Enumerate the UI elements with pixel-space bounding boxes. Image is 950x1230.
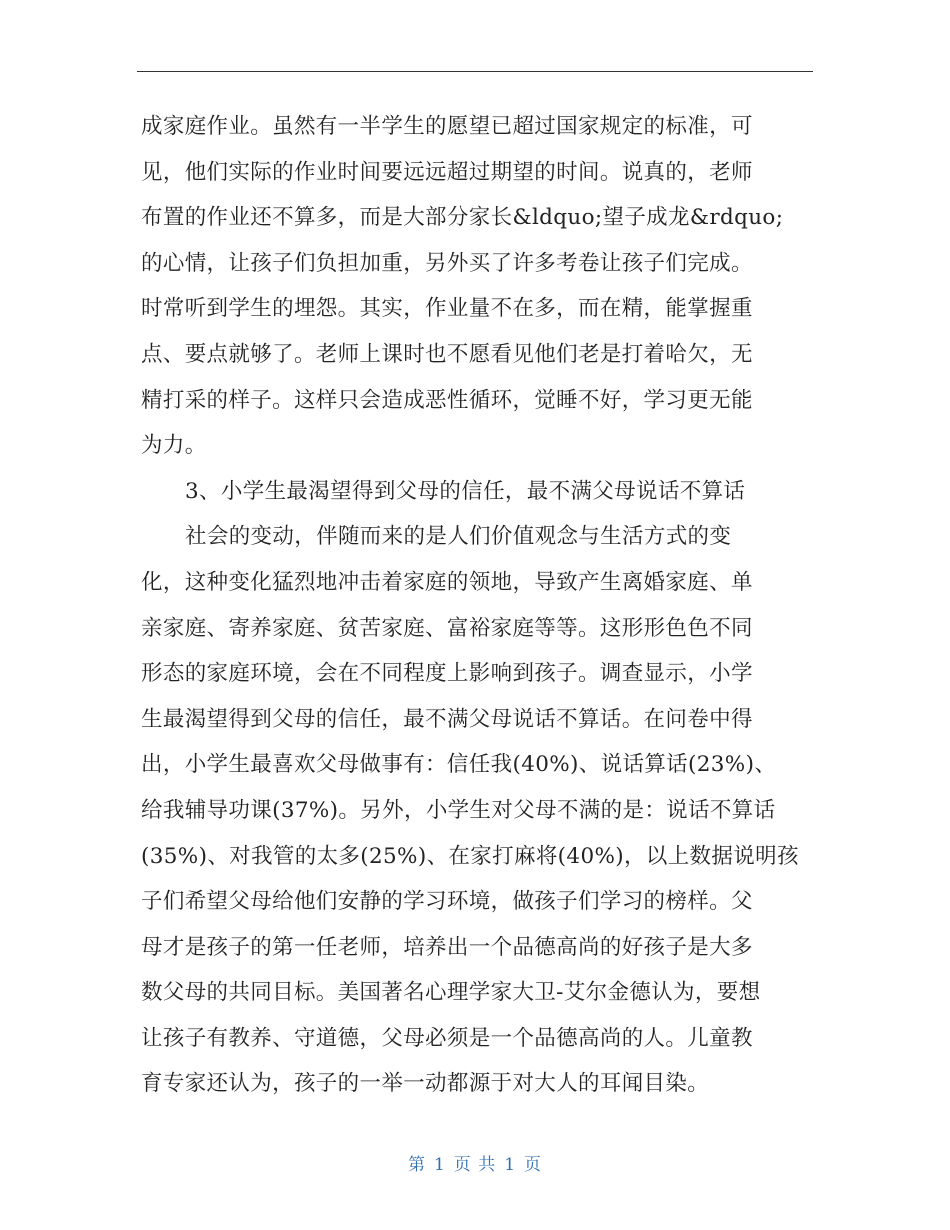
- page-footer: [0, 1150, 950, 1175]
- text-line: 3、小学生最渴望得到父母的信任，最不满父母说话不算话: [185, 478, 746, 504]
- document-body: [141, 104, 801, 1107]
- footer-total-pages: 1: [504, 1155, 517, 1175]
- text-line: 给我辅导功课(37%)。另外，小学生对父母不满的是：说话不算话: [141, 797, 776, 823]
- text-line: 育专家还认为，孩子的一举一动都源于对大人的耳闻目染。: [141, 1071, 710, 1097]
- text-line: 出，小学生最喜欢父母做事有：信任我(40%)、说话算话(23%)、: [141, 752, 777, 778]
- footer-prefix: 第: [407, 1155, 426, 1175]
- text-line: (35%)、对我管的太多(25%)、在家打麻将(40%)，以上数据说明孩: [141, 843, 799, 869]
- text-line: 的心情，让孩子们负担加重，另外买了许多考卷让孩子们完成。: [141, 250, 753, 276]
- text-line: 为力。: [141, 433, 207, 459]
- text-line: 子们希望父母给他们安静的学习环境，做孩子们学习的榜样。父: [141, 889, 753, 915]
- text-line: 时常听到学生的埋怨。其实，作业量不在多，而在精，能掌握重: [141, 296, 753, 322]
- text-line: 生最渴望得到父母的信任，最不满父母说话不算话。在问卷中得: [141, 706, 753, 732]
- text-line: 见，他们实际的作业时间要远远超过期望的时间。说真的，老师: [141, 159, 753, 185]
- text-line: 数父母的共同目标。美国著名心理学家大卫-艾尔金德认为，要想: [141, 980, 761, 1006]
- footer-suffix: 页: [524, 1155, 543, 1175]
- text-line: 母才是孩子的第一任老师，培养出一个品德高尚的好孩子是大多: [141, 934, 753, 960]
- header-rule: [137, 71, 813, 72]
- text-line: 化，这种变化猛烈地冲击着家庭的领地，导致产生离婚家庭、单: [141, 569, 753, 595]
- text-line: 点、要点就够了。老师上课时也不愿看见他们老是打着哈欠，无: [141, 341, 753, 367]
- text-line: 社会的变动，伴随而来的是人们价值观念与生活方式的变: [185, 524, 732, 550]
- footer-current-page: 1: [433, 1155, 446, 1175]
- footer-middle: 页 共: [453, 1155, 497, 1175]
- text-line: 精打采的样子。这样只会造成恶性循环，觉睡不好，学习更无能: [141, 387, 753, 413]
- text-line: 成家庭作业。虽然有一半学生的愿望已超过国家规定的标准，可: [141, 114, 753, 139]
- text-line: 让孩子有教养、守道德，父母必须是一个品德高尚的人。儿童教: [141, 1025, 753, 1051]
- text-line: 亲家庭、寄养家庭、贫苦家庭、富裕家庭等等。这形形色色不同: [141, 615, 753, 641]
- text-line: 布置的作业还不算多，而是大部分家长&ldquo;望子成龙&rdquo;: [141, 205, 784, 231]
- text-line: 形态的家庭环境，会在不同程度上影响到孩子。调查显示，小学: [141, 661, 753, 687]
